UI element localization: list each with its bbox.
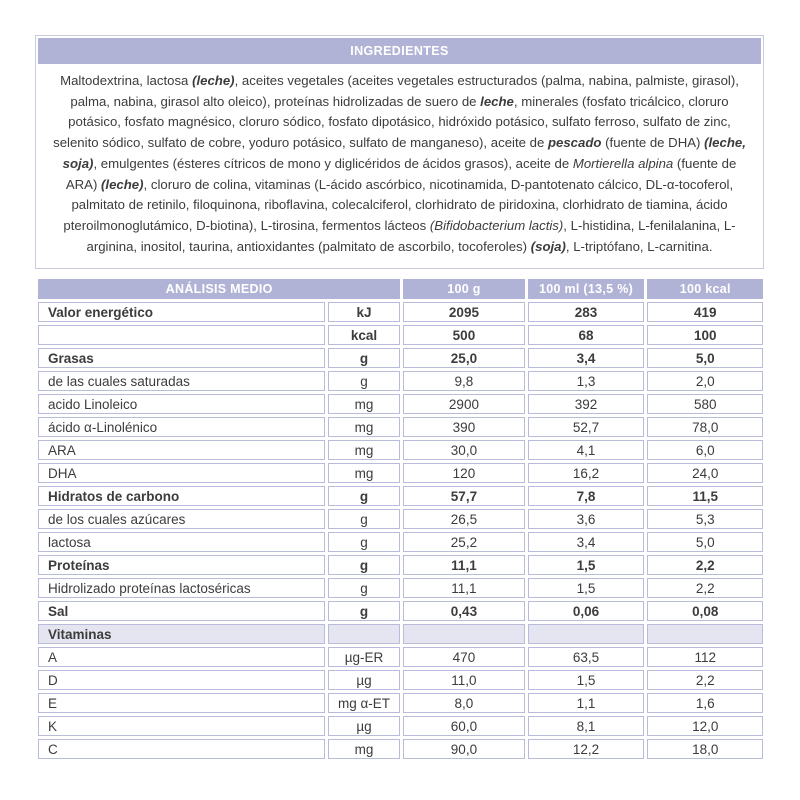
row-unit: mg (328, 463, 401, 483)
row-unit: mg α-ET (328, 693, 401, 713)
row-unit: g (328, 555, 401, 575)
value-100g (403, 624, 524, 644)
value-100ml: 12,2 (528, 739, 645, 759)
value-100g: 60,0 (403, 716, 524, 736)
value-100g: 25,0 (403, 348, 524, 368)
row-unit: mg (328, 440, 401, 460)
value-100kcal: 5,0 (647, 532, 763, 552)
ingredient-segment: , emulgentes (ésteres cítricos de mono y diglicéridos de ácidos grasos), aceite de (93, 155, 573, 171)
row-unit: g (328, 371, 401, 391)
row-label: K (38, 716, 325, 736)
row-unit: g (328, 348, 401, 368)
table-row (38, 670, 763, 690)
value-100ml: 283 (528, 302, 645, 322)
value-100kcal: 100 (647, 325, 763, 345)
row-unit: g (328, 601, 401, 621)
row-label: D (38, 670, 325, 690)
row-unit (328, 624, 401, 644)
row-unit: mg (328, 417, 401, 437)
value-100ml: 4,1 (528, 440, 645, 460)
value-100kcal: 6,0 (647, 440, 763, 460)
value-100ml: 0,06 (528, 601, 645, 621)
row-unit: µg (328, 716, 401, 736)
table-title: ANÁLISIS MEDIO (38, 279, 400, 299)
value-100kcal: 2,2 (647, 670, 763, 690)
value-100ml: 1,1 (528, 693, 645, 713)
value-100g: 2095 (403, 302, 524, 322)
table-row (38, 302, 763, 322)
ingredient-segment: pescado (547, 135, 602, 151)
value-100ml: 3,4 (528, 348, 645, 368)
row-label: ácido α-Linolénico (38, 417, 325, 437)
value-100ml: 1,5 (528, 555, 645, 575)
value-100kcal: 1,6 (647, 693, 763, 713)
value-100kcal: 419 (647, 302, 763, 322)
value-100g: 390 (403, 417, 524, 437)
value-100g: 11,1 (403, 555, 524, 575)
table-row (38, 601, 763, 621)
table-row (38, 371, 763, 391)
value-100g: 30,0 (403, 440, 524, 460)
row-label: Proteínas (38, 555, 325, 575)
row-label: acido Linoleico (38, 394, 325, 414)
value-100kcal: 112 (647, 647, 763, 667)
value-100g: 26,5 (403, 509, 524, 529)
ingredients-header-band (38, 38, 761, 64)
value-100ml: 52,7 (528, 417, 645, 437)
ingredient-segment: leche (480, 93, 514, 109)
row-label: Hidrolizado proteínas lactoséricas (38, 578, 325, 598)
section-row (38, 624, 763, 644)
value-100kcal: 24,0 (647, 463, 763, 483)
table-row (38, 532, 763, 552)
value-100ml: 63,5 (528, 647, 645, 667)
value-100ml: 16,2 (528, 463, 645, 483)
ingredient-segment: , L-histidina, L-fenilalanina, L-arginina, inositol, taurina, antioxidantes (palmitato de ascorbilo, tocoferoles) (86, 217, 736, 254)
ingredient-segment: (fuente de DHA) (601, 135, 705, 151)
ingredients-section (35, 35, 764, 269)
ingredient-segment: (Bifidobacterium lactis) (429, 217, 564, 233)
row-unit: mg (328, 739, 401, 759)
value-100g: 500 (403, 325, 524, 345)
value-100g: 120 (403, 463, 524, 483)
row-unit: kJ (328, 302, 401, 322)
table-row (38, 739, 763, 759)
value-100kcal: 5,0 (647, 348, 763, 368)
row-label (38, 325, 325, 345)
value-100kcal: 11,5 (647, 486, 763, 506)
ingredient-segment: Mortierella alpina (572, 155, 674, 171)
value-100kcal: 18,0 (647, 739, 763, 759)
row-label: Sal (38, 601, 325, 621)
value-100kcal (647, 624, 763, 644)
value-100kcal: 5,3 (647, 509, 763, 529)
table-row (38, 555, 763, 575)
table-row (38, 417, 763, 437)
ingredient-segment: , minerales (fosfato tricálcico, cloruro potásico, fosfato magnésico, cloruro sódico, fosfato dipotásico, hidróxido potásico, sulfato ferroso, sulfato de zinc, selenito sódico, sulfato de cobre, yoduro potásico, sulfato de manganeso), aceite de (53, 93, 731, 151)
table-row (38, 486, 763, 506)
value-100ml: 1,5 (528, 670, 645, 690)
value-100ml: 1,5 (528, 578, 645, 598)
value-100kcal: 0,08 (647, 601, 763, 621)
value-100g: 90,0 (403, 739, 524, 759)
value-100g: 11,1 (403, 578, 524, 598)
value-100kcal: 12,0 (647, 716, 763, 736)
column-header-100ml: 100 ml (13,5 %) (528, 279, 645, 299)
row-label: Vitaminas (38, 624, 325, 644)
value-100ml: 392 (528, 394, 645, 414)
row-unit: g (328, 509, 401, 529)
row-label: A (38, 647, 325, 667)
table-row (38, 716, 763, 736)
value-100kcal: 580 (647, 394, 763, 414)
row-label: E (38, 693, 325, 713)
row-label: ARA (38, 440, 325, 460)
row-label: DHA (38, 463, 325, 483)
value-100g: 8,0 (403, 693, 524, 713)
row-label: Grasas (38, 348, 325, 368)
ingredient-segment: (leche, soja) (62, 135, 746, 171)
value-100kcal: 2,0 (647, 371, 763, 391)
table-row (38, 348, 763, 368)
value-100g: 9,8 (403, 371, 524, 391)
row-unit: µg (328, 670, 401, 690)
column-header-100kcal: 100 kcal (647, 279, 763, 299)
ingredient-segment: , aceites vegetales (aceites vegetales estructurados (palma, nabina, palmiste, girasol), palma, nabina, girasol alto oleico), proteínas hidrolizadas de suero de (70, 73, 739, 109)
row-unit: kcal (328, 325, 401, 345)
table-row (38, 463, 763, 483)
ingredient-segment: (fuente de ARA) (65, 155, 737, 192)
value-100ml: 3,6 (528, 509, 645, 529)
row-unit: g (328, 532, 401, 552)
table-row (38, 509, 763, 529)
value-100kcal: 78,0 (647, 417, 763, 437)
analysis-table-body (38, 302, 763, 759)
value-100ml (528, 624, 645, 644)
table-row (38, 440, 763, 460)
ingredient-segment: , L-triptófano, L-carnitina. (565, 238, 713, 254)
ingredients-text (36, 66, 763, 268)
ingredient-segment: , cloruro de colina, vitaminas (L-ácido ascórbico, nicotinamida, D-pantotenato cálcico, DL-α-tocoferol, palmitato de retinilo, filoquinona, riboflavina, colecalciferol, clorhidrato de piridoxina, clorhidrato de tiamina, ácido pteroilmonoglutámico, D-biotina), L-tirosina, fermentos lácteos (63, 176, 734, 233)
value-100ml: 1,3 (528, 371, 645, 391)
value-100g: 0,43 (403, 601, 524, 621)
value-100ml: 3,4 (528, 532, 645, 552)
column-header-100g: 100 g (403, 279, 524, 299)
table-row (38, 394, 763, 414)
value-100g: 57,7 (403, 486, 524, 506)
row-unit: mg (328, 394, 401, 414)
value-100g: 25,2 (403, 532, 524, 552)
ingredient-segment: Maltodextrina, lactosa (60, 73, 193, 88)
row-label: Valor energético (38, 302, 325, 322)
table-row (38, 647, 763, 667)
row-label: de los cuales azúcares (38, 509, 325, 529)
table-header-row (38, 279, 763, 299)
value-100ml: 8,1 (528, 716, 645, 736)
table-row (38, 578, 763, 598)
ingredient-segment: (leche) (101, 176, 144, 192)
row-label: lactosa (38, 532, 325, 552)
row-label: de las cuales saturadas (38, 371, 325, 391)
ingredient-segment: (leche) (192, 73, 235, 88)
row-label: Hidratos de carbono (38, 486, 325, 506)
row-unit: µg-ER (328, 647, 401, 667)
analysis-table (35, 276, 766, 762)
value-100g: 470 (403, 647, 524, 667)
value-100ml: 7,8 (528, 486, 645, 506)
row-unit: g (328, 578, 401, 598)
ingredients-title: INGREDIENTES (350, 44, 449, 58)
table-row (38, 693, 763, 713)
row-label: C (38, 739, 325, 759)
value-100ml: 68 (528, 325, 645, 345)
table-row (38, 325, 763, 345)
value-100g: 2900 (403, 394, 524, 414)
value-100kcal: 2,2 (647, 555, 763, 575)
value-100kcal: 2,2 (647, 578, 763, 598)
analysis-table-section (35, 276, 766, 762)
ingredient-segment: (soja) (530, 238, 566, 254)
row-unit: g (328, 486, 401, 506)
value-100g: 11,0 (403, 670, 524, 690)
